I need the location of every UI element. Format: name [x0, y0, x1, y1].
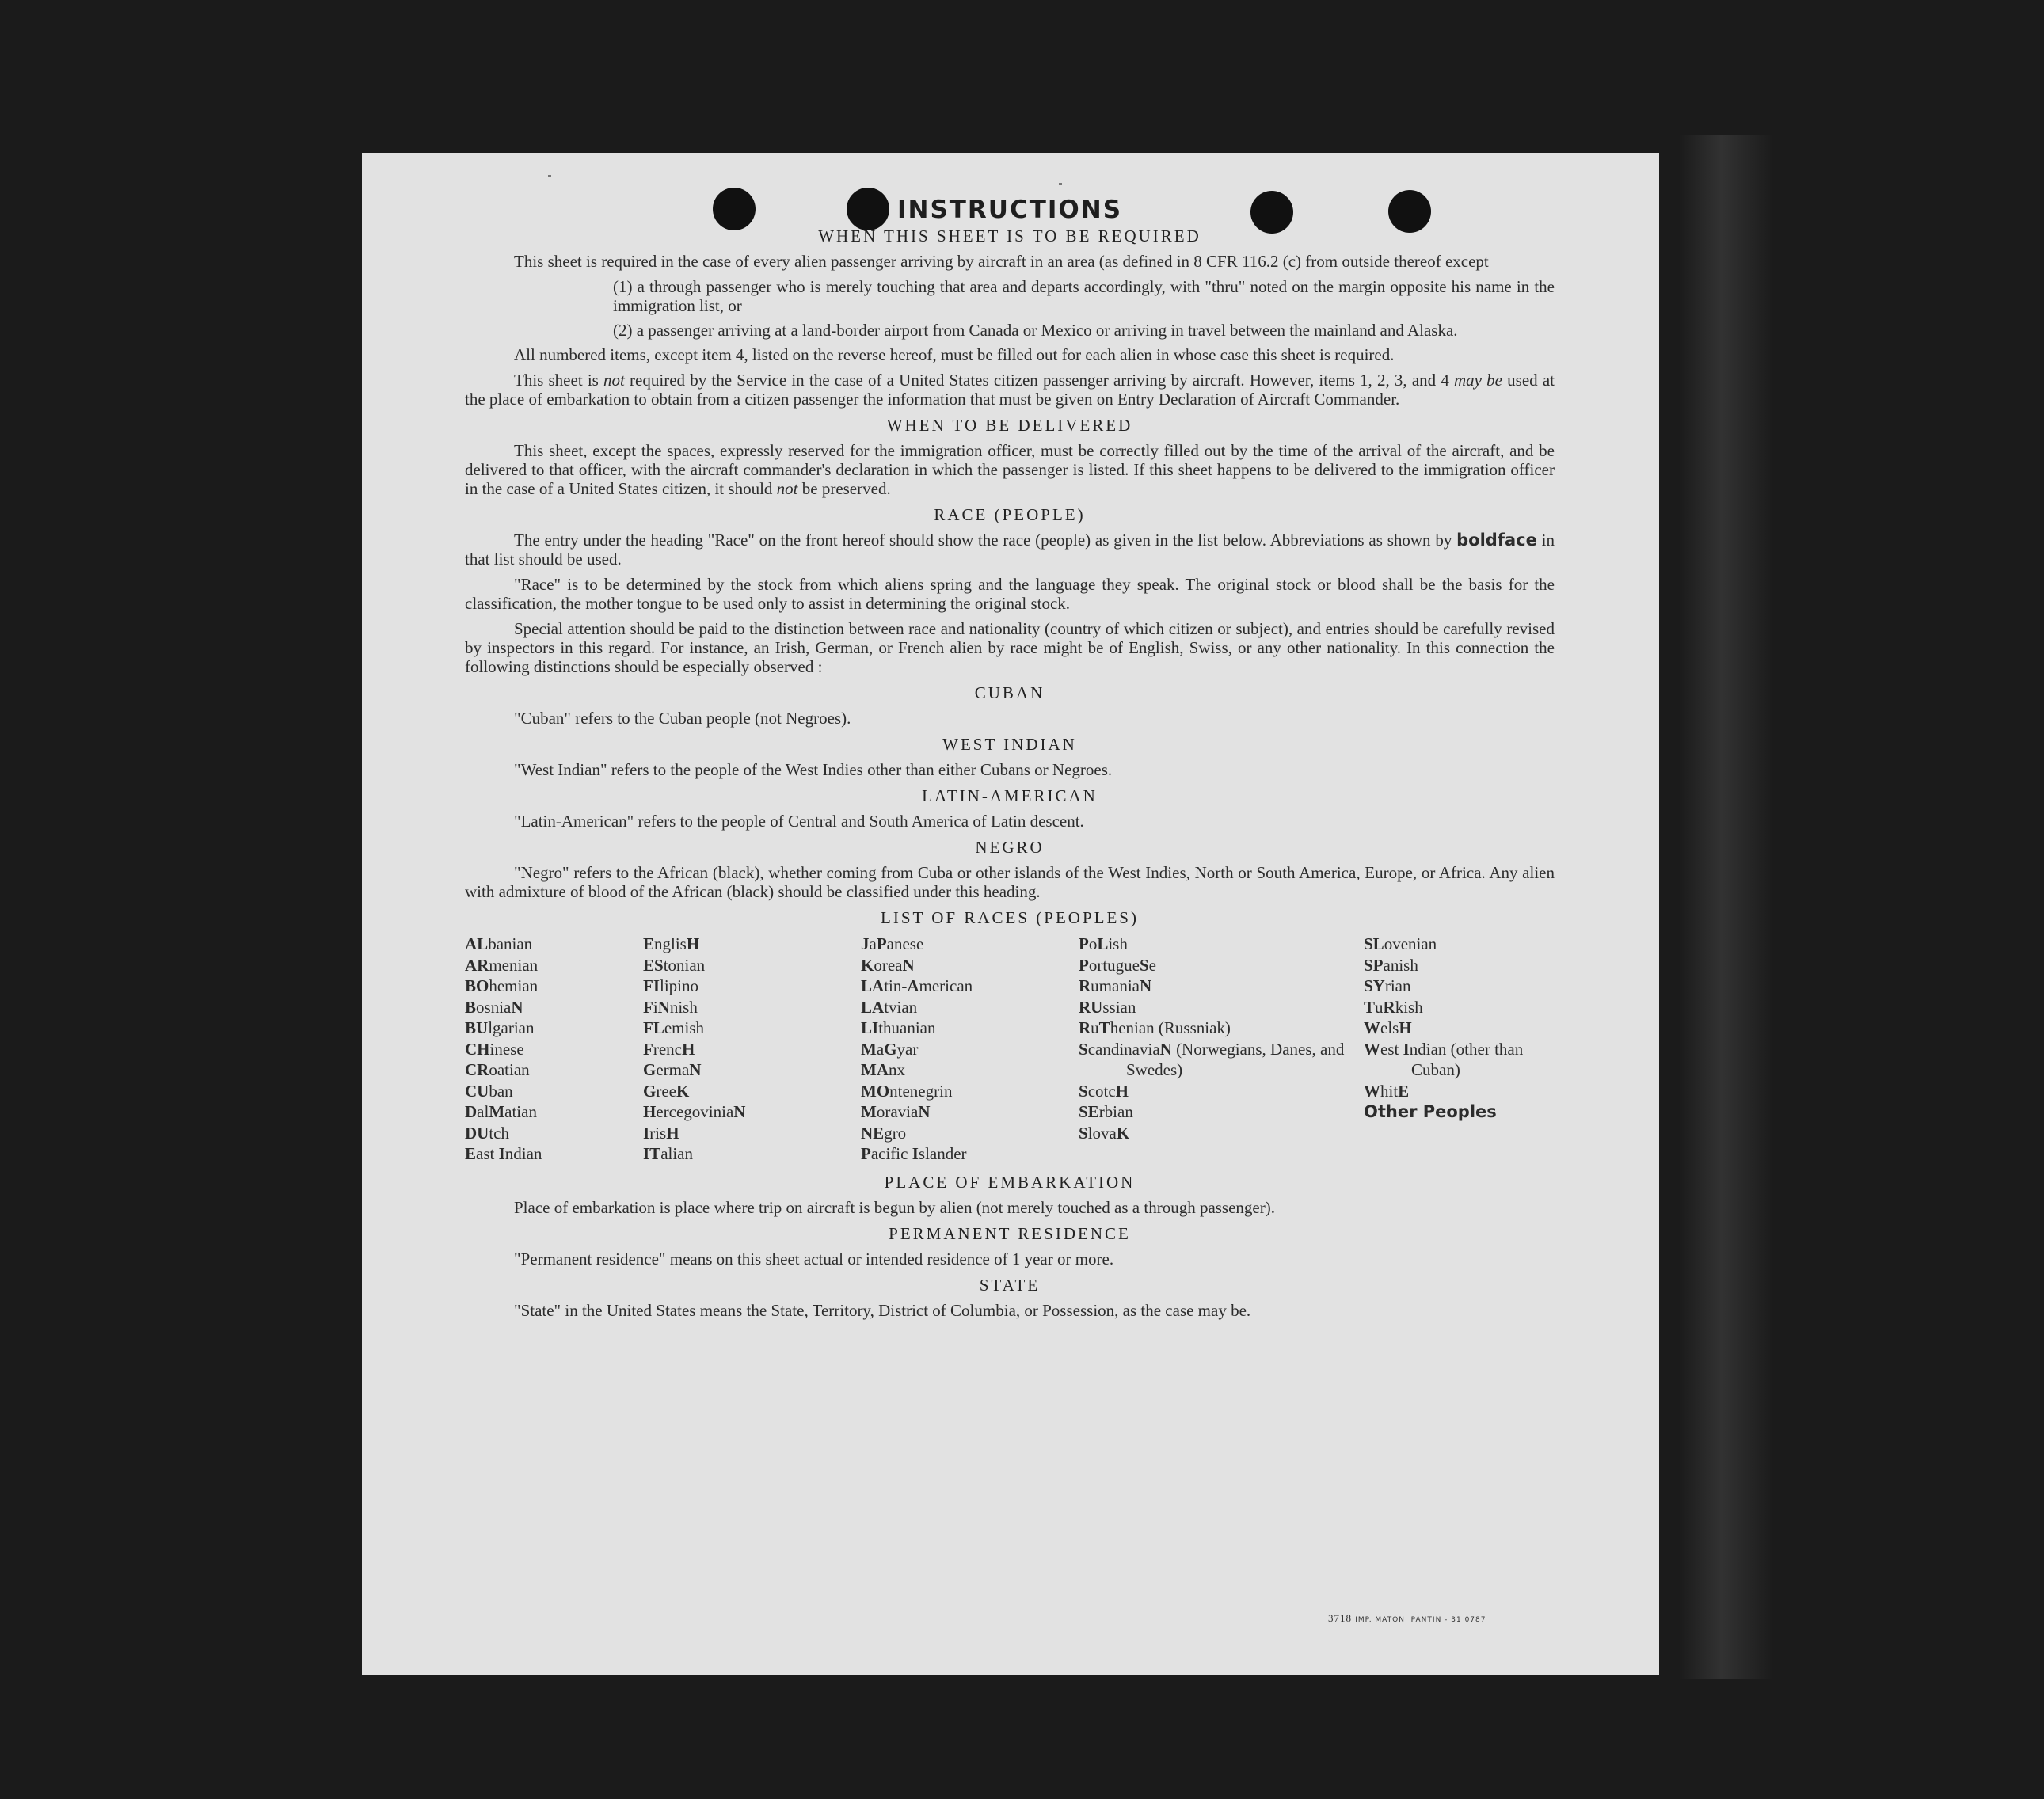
race-entry: SPanish — [1364, 955, 1418, 975]
heading-residence: PERMANENT RESIDENCE — [889, 1223, 1131, 1243]
race-entry: LIthuanian — [861, 1018, 936, 1037]
race-entry: IrisH — [643, 1123, 679, 1143]
heading-embarkation: PLACE OF EMBARKATION — [884, 1172, 1136, 1192]
races-column — [1364, 934, 1555, 1165]
race-p1: The entry under the heading "Race" on the front hereof should show the race (people) as given in the list below. Abbreviations as shown by boldface in that list should be used. — [465, 531, 1555, 569]
races-column — [861, 934, 1079, 1165]
race-entry: KoreaN — [861, 955, 915, 975]
race-entry: BOhemian — [465, 976, 539, 995]
race-entry: ITalian — [643, 1144, 693, 1163]
race-entry: FrencH — [643, 1039, 695, 1059]
race-entry: NEgro — [861, 1123, 907, 1143]
races-column — [643, 934, 861, 1165]
race-entry: WelsH — [1364, 1018, 1412, 1037]
cuban-text: "Cuban" refers to the Cuban people (not Negroes). — [514, 709, 851, 728]
heading-cuban: CUBAN — [974, 683, 1045, 702]
page-title: INSTRUCTIONS — [896, 196, 1123, 224]
race-entry: CUban — [465, 1081, 513, 1101]
race-entry: ALbanian — [465, 934, 533, 953]
race-entry: BosniaN — [465, 997, 523, 1017]
heading-required: WHEN THIS SHEET IS TO BE REQUIRED — [818, 226, 1201, 245]
race-entry: East Indian — [465, 1144, 542, 1163]
race-entry: DalMatian — [465, 1102, 537, 1121]
film-glare — [1679, 135, 1774, 1679]
race-p2: "Race" is to be determined by the stock from which aliens spring and the language they speak. The original stock or blood shall be the basis for the classification, the mother tongue to be used only to assist in determining the original stock. — [465, 575, 1555, 613]
exception-2: (2) a passenger arriving at a land-border airport from Canada or Mexico or arriving in travel between the mainland and Alaska. — [613, 321, 1458, 340]
race-entry: West Indian (other than Cuban) — [1364, 1039, 1524, 1079]
race-entry: BUlgarian — [465, 1018, 535, 1037]
race-entry: WhitE — [1364, 1081, 1410, 1101]
heading-delivered: WHEN TO BE DELIVERED — [886, 416, 1133, 435]
race-entry: FiNnish — [643, 997, 698, 1017]
race-entry: HercegoviniaN — [643, 1102, 746, 1121]
state-text: "State" in the United States means the State, Territory, District of Columbia, or Possession, as the case may be. — [514, 1300, 1251, 1320]
heading-negro: NEGRO — [975, 838, 1045, 857]
race-entry: RuThenian (Russniak) — [1079, 1018, 1231, 1037]
race-entry: FIlipino — [643, 976, 699, 995]
race-entry: TuRkish — [1364, 997, 1423, 1017]
heading-latin-american: LATIN-AMERICAN — [922, 786, 1098, 805]
race-entry: LAtin-American — [861, 976, 973, 995]
race-entry: ScandinaviaN (Norwegians, Danes, and Swedes) — [1079, 1039, 1345, 1079]
exception-1: (1) a through passenger who is merely touching that area and departs accordingly, with "thru" noted on the margin opposite his name in the immigration list, or — [613, 277, 1555, 315]
required-intro: This sheet is required in the case of every alien passenger arriving by aircraft in an area (as defined in 8 CFR 116.2 (c) from outside thereof except — [514, 252, 1489, 271]
form-number: 3718 — [1328, 1612, 1352, 1624]
race-entry: PortugueSe — [1079, 955, 1156, 975]
latin-american-text: "Latin-American" refers to the people of Central and South America of Latin descent. — [514, 812, 1084, 831]
race-entry: Pacific Islander — [861, 1144, 967, 1163]
race-entry: GermaN — [643, 1060, 702, 1079]
heading-west-indian: WEST INDIAN — [942, 735, 1077, 754]
race-entry: SErbian — [1079, 1102, 1133, 1121]
race-entry: CRoatian — [465, 1060, 530, 1079]
race-entry: MoraviaN — [861, 1102, 931, 1121]
negro-text: "Negro" refers to the African (black), whether coming from Cuba or other islands of the West Indies, North or South America, Europe, or Africa. Any alien with admixture of blood of the African (black) should be classified under this heading. — [465, 863, 1555, 901]
instruction-sheet — [362, 153, 1659, 1675]
race-entry: DUtch — [465, 1123, 509, 1143]
race-entry: LAtvian — [861, 997, 918, 1017]
race-entry: FLemish — [643, 1018, 705, 1037]
race-entry: SlovaK — [1079, 1123, 1130, 1143]
races-column — [1079, 934, 1364, 1165]
printer-mark: IMP. MATON, PANTIN - 31 0787 — [1355, 1616, 1486, 1624]
numbered-items-note: All numbered items, except item 4, listed on the reverse hereof, must be filled out for each alien in whose case this sheet is required. — [514, 345, 1395, 364]
race-entry: RumaniaN — [1079, 976, 1152, 995]
race-entry: GreeK — [643, 1081, 690, 1101]
race-entry: JaPanese — [861, 934, 924, 953]
sheet-content — [465, 196, 1555, 1326]
race-p3: Special attention should be paid to the distinction between race and nationality (country of which citizen or subject), and entries should be carefully revised by inspectors in this regard. For instance, an Irish, German, or French alien by race might be of English, Swiss, or any other nationality. In this connection the following distinctions should be especially observed : — [465, 619, 1555, 676]
race-entry: Other Peoples — [1364, 1102, 1497, 1121]
race-entry: MaGyar — [861, 1039, 919, 1059]
dust-speck — [548, 175, 551, 177]
heading-state: STATE — [979, 1275, 1041, 1295]
printer-footer — [1328, 1612, 1486, 1625]
race-entry: SLovenian — [1364, 934, 1437, 953]
heading-race: RACE (PEOPLE) — [934, 505, 1086, 524]
citizen-note: This sheet is not required by the Service in the case of a United States citizen passenger arriving by aircraft. However, items 1, 2, 3, and 4 may be used at the place of embarkation to obtain from a citizen passenger the information that must be given on Entry Declaration of Aircraft Commander. — [465, 371, 1555, 409]
race-entry: ScotcH — [1079, 1081, 1129, 1101]
race-entry: EStonian — [643, 955, 706, 975]
race-entry: PoLish — [1079, 934, 1128, 953]
race-entry: MOntenegrin — [861, 1081, 953, 1101]
race-entry: RUssian — [1079, 997, 1136, 1017]
residence-text: "Permanent residence" means on this sheet actual or intended residence of 1 year or more. — [514, 1249, 1114, 1268]
races-list — [465, 934, 1555, 1165]
embarkation-text: Place of embarkation is place where trip on aircraft is begun by alien (not merely touched as a through passenger). — [514, 1197, 1275, 1217]
race-entry: CHinese — [465, 1039, 524, 1059]
delivered-text: This sheet, except the spaces, expressly reserved for the immigration officer, must be correctly filled out by the time of the arrival of the aircraft, and be delivered to that officer, with the aircraft commander's declaration in which the passenger is listed. If this sheet happens to be delivered to the immigration officer in the case of a United States citizen, it should not be preserved. — [465, 441, 1555, 498]
heading-list-of-races: LIST OF RACES (PEOPLES) — [881, 908, 1139, 927]
west-indian-text: "West Indian" refers to the people of the West Indies other than either Cubans or Negroes. — [514, 760, 1113, 779]
race-entry: EnglisH — [643, 934, 700, 953]
races-column — [465, 934, 643, 1165]
race-entry: ARmenian — [465, 955, 539, 975]
dust-speck — [1059, 183, 1062, 185]
race-entry: SYrian — [1364, 976, 1411, 995]
race-entry: MAnx — [861, 1060, 905, 1079]
